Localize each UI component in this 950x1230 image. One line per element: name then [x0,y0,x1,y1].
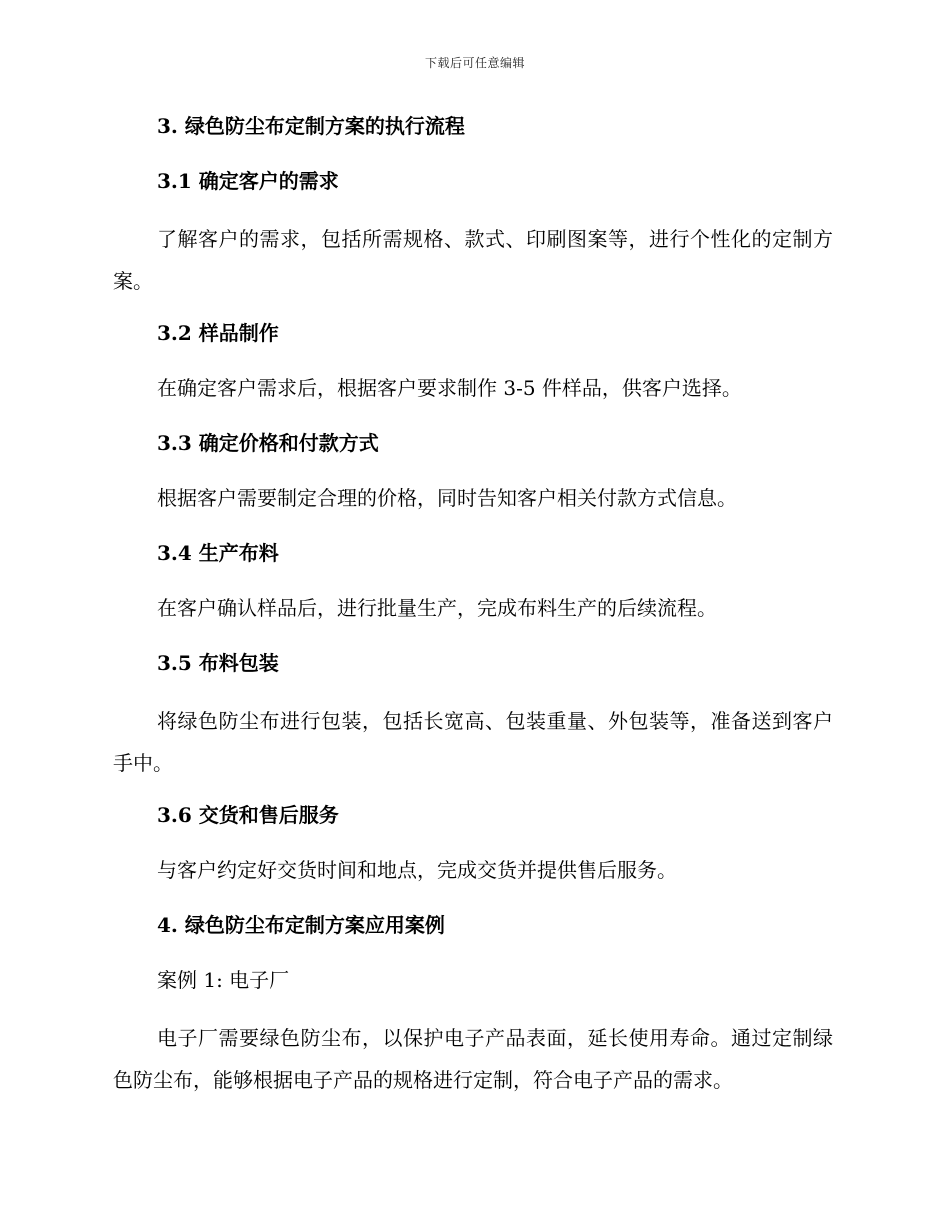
page-header: 下载后可任意编辑 [424,56,525,70]
section-3-1-paragraph: 了解客户的需求，包括所需规格、款式、印刷图案等，进行个性化的定制方案。 [113,227,833,293]
section-3-3-paragraph: 根据客户需要制定合理的价格，同时告知客户相关付款方式信息。 [157,486,737,510]
document-body [113,108,833,1114]
section-3-2-paragraph: 在确定客户需求后，根据客户要求制作 3-5 件样品，供客户选择。 [157,376,742,400]
section-3-heading: 3. 绿色防尘布定制方案的执行流程 [157,114,465,138]
section-3-6-heading: 3.6 交货和售后服务 [157,803,339,827]
section-3-3-heading: 3.3 确定价格和付款方式 [157,431,379,455]
section-3-4-paragraph: 在客户确认样品后，进行批量生产，完成布料生产的后续流程。 [157,596,717,620]
section-3-1-heading: 3.1 确定客户的需求 [157,169,339,193]
section-3-2-heading: 3.2 样品制作 [157,321,279,345]
section-3-5-paragraph: 将绿色防尘布进行包装，包括长宽高、包装重量、外包装等，准备送到客户手中。 [113,709,833,775]
case-1-paragraph: 电子厂需要绿色防尘布，以保护电子产品表面，延长使用寿命。通过定制绿色防尘布，能够根据电子产品的规格进行定制，符合电子产品的需求。 [113,1026,833,1092]
section-3-6-paragraph: 与客户约定好交货时间和地点，完成交货并提供售后服务。 [157,858,677,882]
section-3-5-heading: 3.5 布料包装 [157,651,279,675]
case-1-label: 案例 1: 电子厂 [157,968,290,992]
section-4-heading: 4. 绿色防尘布定制方案应用案例 [157,913,445,937]
section-3-4-heading: 3.4 生产布料 [157,541,279,565]
